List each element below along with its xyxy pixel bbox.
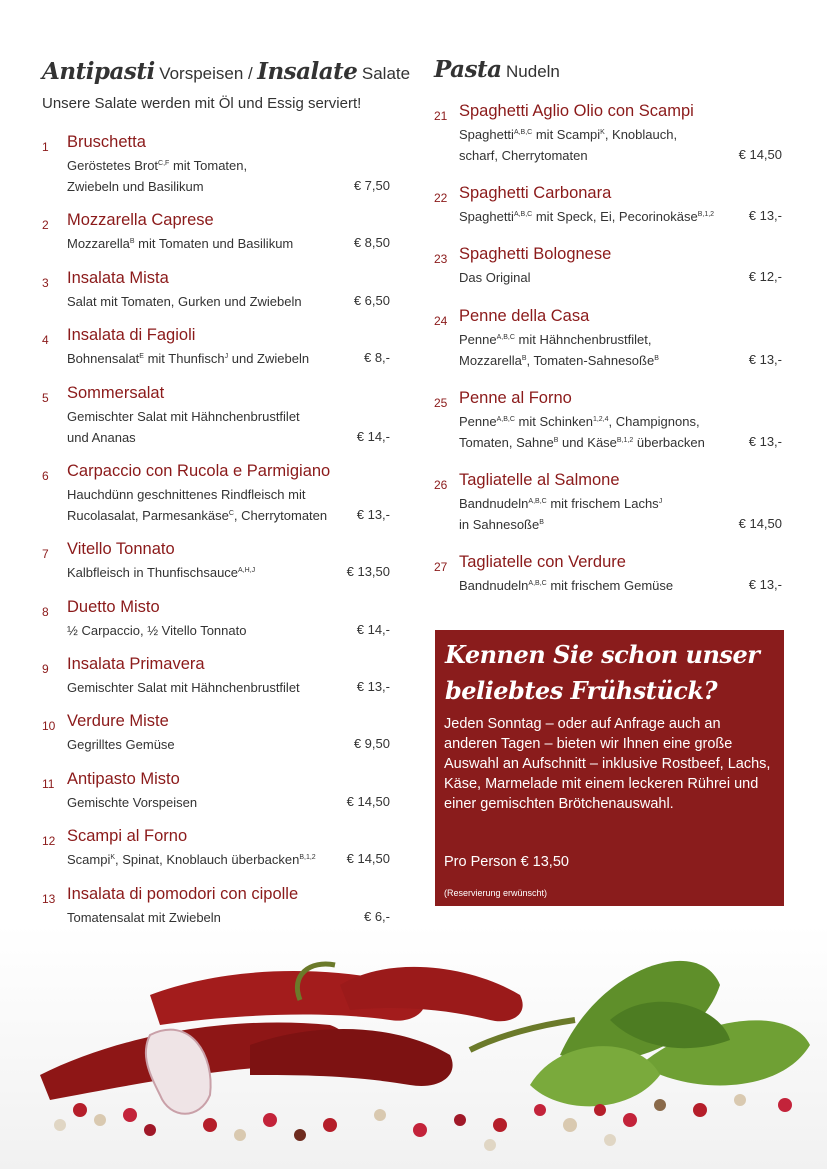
item-price: € 13,-	[748, 577, 782, 592]
item-description: Gemischter Salat mit Hähnchenbrustfilet	[67, 409, 300, 424]
item-description: Salat mit Tomaten, Gurken und Zwiebeln	[67, 294, 302, 309]
item-description: Bandnudeln$^{A,B,C}$ mit frischem Lachs$^J$	[459, 496, 663, 511]
item-description: Gegrilltes Gemüse	[67, 737, 175, 752]
item-name: Carpaccio con Rucola e Parmigiano	[67, 462, 331, 480]
item-price: € 9,50	[353, 736, 390, 751]
item-description: ½ Carpaccio, ½ Vitello Tonnato	[67, 623, 247, 638]
item-description: Penne$^{A,B,C}$ mit Schinken$^{1,2,4}$, Champignons,	[459, 414, 700, 429]
item-price: € 6,50	[353, 293, 390, 308]
section-title-antipasti	[42, 58, 410, 85]
item-name: Tagliatelle con Verdure	[459, 553, 626, 571]
item-price: € 14,50	[738, 516, 782, 531]
item-number: 24	[434, 314, 448, 328]
item-name: Sommersalat	[67, 384, 165, 402]
item-name: Vitello Tonnato	[67, 540, 175, 558]
item-description: Tomatensalat mit Zwiebeln	[67, 910, 221, 925]
item-name: Verdure Miste	[67, 712, 169, 730]
item-name: Penne della Casa	[459, 307, 590, 325]
item-number: 26	[434, 478, 448, 492]
item-description-line2: Mozzarella$^B$, Tomaten-Sahnesoße$^B$	[459, 353, 659, 368]
item-number: 7	[42, 547, 49, 561]
item-price: € 14,50	[346, 851, 390, 866]
item-description: Bohnensalat$^E$ mit Thunfisch$^J$ und Zwiebeln	[67, 351, 310, 366]
chili-basil-decoration-image	[0, 925, 827, 1169]
item-number: 23	[434, 252, 448, 266]
title-insalate: Insalate	[257, 58, 358, 85]
item-number: 12	[42, 834, 56, 848]
item-description-line2: und Ananas	[67, 430, 136, 445]
item-price: € 7,50	[353, 178, 390, 193]
item-number: 6	[42, 469, 49, 483]
item-name: Spaghetti Aglio Olio con Scampi	[459, 102, 694, 120]
title-salate: Salate	[361, 64, 411, 83]
item-number: 22	[434, 191, 448, 205]
item-number: 27	[434, 560, 448, 574]
promo-headline-line1: Kennen Sie schon unser	[445, 640, 760, 669]
item-number: 5	[42, 391, 49, 405]
item-description-line2: Rucolasalat, Parmesankäse$^C$, Cherrytomaten	[67, 508, 328, 523]
item-price: € 14,50	[346, 794, 390, 809]
item-price: € 13,-	[748, 208, 782, 223]
item-price: € 12,-	[748, 269, 782, 284]
item-number: 11	[42, 777, 55, 791]
item-price: € 13,-	[356, 679, 390, 694]
item-price: € 6,-	[363, 909, 390, 924]
item-price: € 13,-	[748, 352, 782, 367]
section-subtitle: Unsere Salate werden mit Öl und Essig serviert!	[42, 95, 362, 112]
promo-price: Pro Person € 13,50	[444, 854, 569, 870]
item-name: Mozzarella Caprese	[67, 211, 214, 229]
item-description: Mozzarella$^B$ mit Tomaten und Basilikum	[67, 236, 294, 251]
item-description: Spaghetti$^{A,B,C}$ mit Speck, Ei, Pecorinokäse$^{B,1,2}$	[459, 209, 715, 224]
item-description-line2: Zwiebeln und Basilikum	[67, 179, 204, 194]
item-description-line2: Tomaten, Sahne$^B$ und Käse$^{B,1,2}$ überbacken	[459, 435, 705, 450]
item-name: Spaghetti Carbonara	[459, 184, 612, 202]
title-nudeln: Nudeln	[506, 62, 560, 81]
item-number: 21	[434, 109, 448, 123]
item-description: Kalbfleisch in Thunfischsauce$^{A,H,J}$	[67, 565, 256, 580]
item-description-line2: scharf, Cherrytomaten	[459, 148, 588, 163]
title-pasta: Pasta	[434, 56, 502, 83]
promo-body-text: Jeden Sonntag – oder auf Anfrage auch an anderen Tagen – bieten wir Ihnen eine große Auswahl an Aufschnitt – inklusive Rostbeef, Lachs, Käse, Marmelade mit einem leckeren Rührei und einer gemischten Brötchenauswahl.	[444, 716, 771, 812]
item-name: Bruschetta	[67, 133, 146, 151]
item-name: Penne al Forno	[459, 389, 572, 407]
item-name: Duetto Misto	[67, 598, 160, 616]
item-description: Gemischte Vorspeisen	[67, 795, 198, 810]
item-name: Insalata Mista	[67, 269, 169, 287]
item-price: € 14,50	[738, 147, 782, 162]
item-description: Geröstetes Brot$^{C,F}$ mit Tomaten,	[67, 158, 248, 173]
item-description: Das Original	[459, 270, 531, 285]
item-price: € 14,-	[356, 622, 390, 637]
promo-reservation-note: (Reservierung erwünscht)	[444, 888, 548, 898]
item-name: Insalata di Fagioli	[67, 326, 196, 344]
item-description: Hauchdünn geschnittenes Rindfleisch mit	[67, 487, 306, 502]
item-description: Gemischter Salat mit Hähnchenbrustfilet	[67, 680, 300, 695]
item-price: € 8,-	[363, 350, 390, 365]
item-name: Insalata Primavera	[67, 655, 205, 673]
breakfast-promo-box	[435, 630, 784, 906]
item-price: € 14,-	[356, 429, 390, 444]
item-name: Insalata di pomodori con cipolle	[67, 885, 299, 903]
item-number: 8	[42, 605, 49, 619]
item-description: Scampi$^K$, Spinat, Knoblauch überbacken$^{B,1,2}$	[67, 852, 316, 867]
item-description: Penne$^{A,B,C}$ mit Hähnchenbrustfilet,	[459, 332, 652, 347]
title-vorspeisen: Vorspeisen /	[159, 64, 253, 83]
item-description: Bandnudeln$^{A,B,C}$ mit frischem Gemüse	[459, 578, 674, 593]
item-description: Spaghetti$^{A,B,C}$ mit Scampi$^K$, Knoblauch,	[459, 127, 678, 142]
item-number: 10	[42, 719, 56, 733]
item-price: € 13,-	[748, 434, 782, 449]
item-number: 9	[42, 662, 49, 676]
item-number: 13	[42, 892, 56, 906]
item-name: Spaghetti Bolognese	[459, 245, 612, 263]
item-name: Scampi al Forno	[67, 827, 188, 845]
item-number: 4	[42, 333, 49, 347]
item-price: € 13,-	[356, 507, 390, 522]
item-price: € 13,50	[346, 564, 390, 579]
item-number: 2	[42, 218, 49, 232]
item-name: Antipasto Misto	[67, 770, 180, 788]
section-title-pasta	[434, 56, 560, 83]
item-price: € 8,50	[353, 235, 390, 250]
title-antipasti: Antipasti	[42, 58, 155, 85]
item-description-line2: in Sahnesoße$^B$	[459, 517, 544, 532]
item-number: 3	[42, 276, 49, 290]
item-number: 25	[434, 396, 448, 410]
item-number: 1	[42, 140, 49, 154]
item-name: Tagliatelle al Salmone	[459, 471, 620, 489]
promo-headline-line2: beliebtes Frühstück?	[445, 676, 718, 705]
